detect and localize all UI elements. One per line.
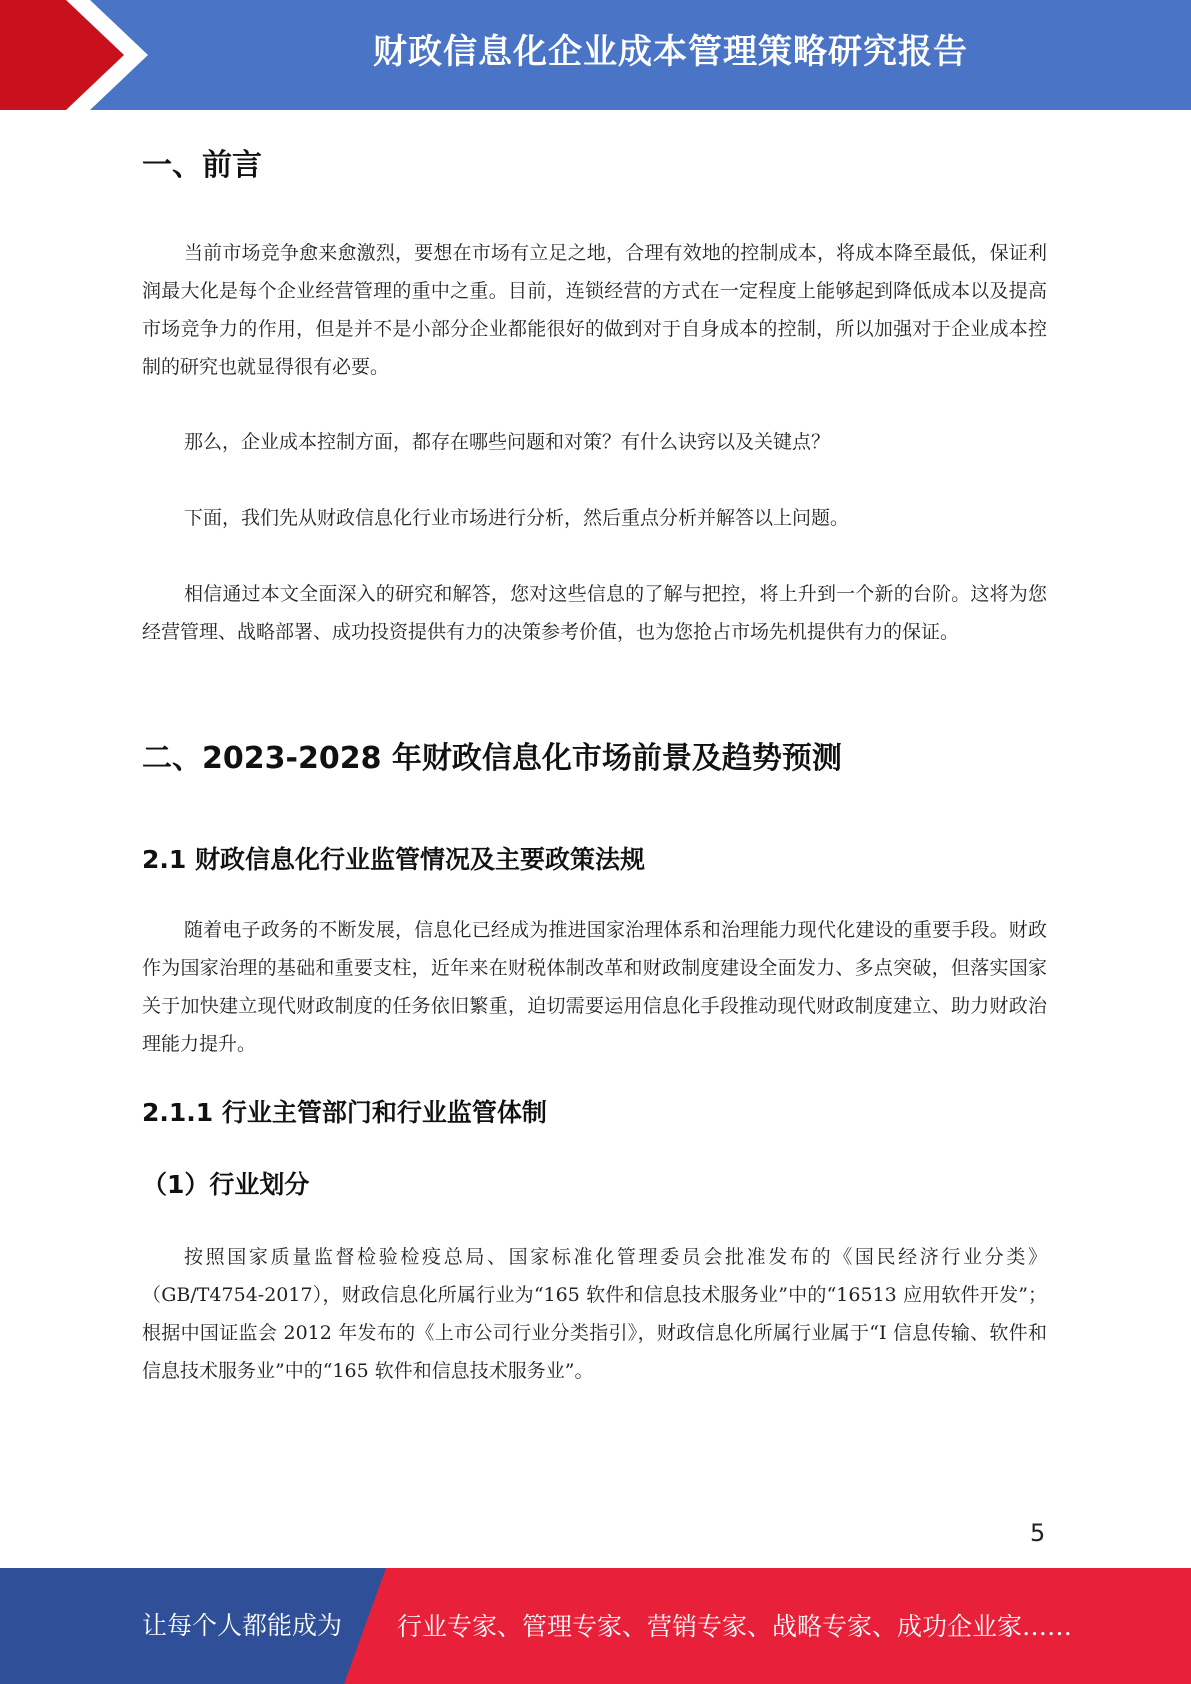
preface-paragraph-3: 下面，我们先从财政信息化行业市场进行分析，然后重点分析并解答以上问题。 (184, 507, 850, 529)
subsection-2-1-paragraph: 随着电子政务的不断发展，信息化已经成为推进国家治理体系和治理能力现代化建设的重要手段。财政作为国家治理的基础和重要支柱，近年来在财税体制改革和财政制度建设全面发力、多点突破，但落实国家关于加快建立现代财政制度的任务依旧繁重，迫切需要运用信息化手段推动现代财政制度建立、助力财政治理能力提升。 (142, 919, 1047, 1055)
footer-slogan-left: 让每个人都能成为 (142, 1611, 343, 1640)
footer-banner (0, 1568, 1191, 1684)
preface-paragraph-2: 那么，企业成本控制方面，都存在哪些问题和对策？有什么诀窍以及关键点？ (184, 431, 831, 453)
preface-paragraph-4: 相信通过本文全面深入的研究和解答，您对这些信息的了解与把控，将上升到一个新的台阶。这将为您经营管理、战略部署、成功投资提供有力的决策参考价值，也为您抢占市场先机提供有力的保证。 (142, 583, 1047, 643)
subheading-industry-classification: （1）行业划分 (142, 1170, 310, 1199)
subsection-title-2-1-1: 2.1.1 行业主管部门和行业监管体制 (142, 1098, 547, 1127)
subsection-title-2-1: 2.1 财政信息化行业监管情况及主要政策法规 (142, 845, 645, 874)
industry-classification-paragraph: 按照国家质量监督检验检疫总局、国家标准化管理委员会批准发布的《国民经济行业分类》（GB/T4754-2017），财政信息化所属行业为“165 软件和信息技术服务业”中的“16513 应用软件开发”；根据中国证监会 2012 年发布的《上市公司行业分类指引》，财政信息化所属行业属于“I 信息传输、软件和信息技术服务业”中的“165 软件和信息技术服务业”。 (142, 1246, 1047, 1382)
header-banner (0, 0, 1191, 110)
report-title: 财政信息化企业成本管理策略研究报告 (373, 32, 968, 72)
footer-slogan-right: 行业专家、管理专家、营销专家、战略专家、成功企业家…… (397, 1612, 1073, 1641)
section-title-preface: 一、前言 (142, 148, 262, 183)
page-number: 5 (1030, 1519, 1046, 1547)
section-title-market-forecast: 二、2023-2028 年财政信息化市场前景及趋势预测 (142, 741, 842, 776)
preface-paragraph-1: 当前市场竞争愈来愈激烈，要想在市场有立足之地，合理有效地的控制成本，将成本降至最低，保证利润最大化是每个企业经营管理的重中之重。目前，连锁经营的方式在一定程度上能够起到降低成本以及提高市场竞争力的作用，但是并不是小部分企业都能很好的做到对于自身成本的控制，所以加强对于企业成本控制的研究也就显得很有必要。 (142, 242, 1047, 378)
